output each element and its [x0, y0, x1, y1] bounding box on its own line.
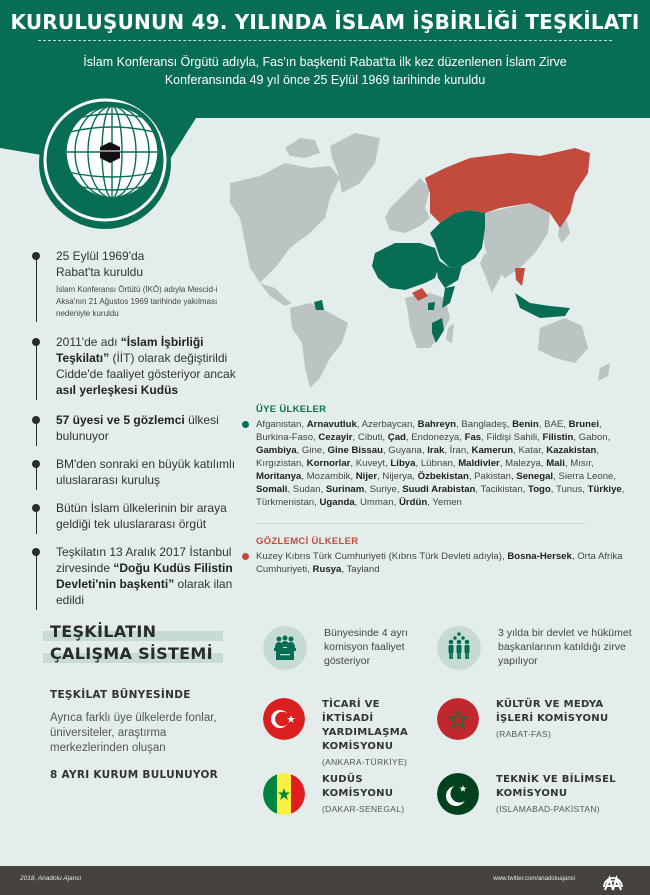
country-name: Sierra Leone	[558, 471, 614, 482]
country-name: Fas	[464, 432, 482, 443]
page-title: KURULUŞUNUN 49. YILINDA İSLAM İŞBİRLİĞİ TEŞKİLATI	[10, 10, 640, 34]
country-name: Türkiye	[587, 484, 622, 495]
feature-summit	[437, 626, 633, 670]
oic-globe-crescent-kaaba-icon	[38, 96, 173, 231]
country-name: Libya	[390, 458, 416, 469]
country-name: Tacikistan	[480, 484, 523, 495]
timeline-text: BM'den sonraki en büyük katılımlı uluslararası kuruluş	[56, 457, 236, 487]
org-text: Ayrıca farklı üye ülkelerde fonlar, üniversiteler, araştırma merkezlerinden oluşan	[50, 712, 217, 754]
country-name: Gine Bissau	[327, 445, 383, 456]
commission-location: (DAKAR-SENEGAL)	[322, 804, 405, 814]
country-name: Nijerya	[382, 471, 413, 482]
country-name: Guyana	[388, 445, 422, 456]
subtitle-line-2: Konferansında 49 yıl önce 25 Eylül 1969 tarihinde kuruldu	[164, 73, 486, 87]
observers-dot-icon	[242, 553, 249, 560]
work-title-line-2	[43, 644, 213, 664]
country-name: Bosna-Hersek	[507, 551, 572, 562]
world-map	[230, 118, 650, 398]
timeline-item	[32, 544, 242, 608]
commission-name: KUDÜS KOMİSYONU	[322, 774, 394, 799]
observers-title: GÖZLEMCİ ÜLKELER	[256, 536, 359, 547]
anadolu-agency-aa-logo	[602, 869, 624, 891]
commission-info	[496, 773, 616, 816]
country-name: Bangladeş	[461, 419, 507, 430]
timeline-line	[36, 464, 37, 490]
observers-list: Kuzey Kıbrıs Türk Cumhuriyeti (Kıbrıs Türk Devleti adıyla), Bosna-Hersek, Orta Afrika Cumhuriyeti, Rusya, Tayland	[256, 550, 626, 576]
morocco-flag-icon	[437, 698, 479, 740]
timeline-line	[36, 420, 37, 446]
country-name: Kamerun	[471, 445, 514, 456]
country-name: Suriye	[369, 484, 397, 495]
country-name: Mali	[546, 458, 565, 469]
country-name: Endonezya	[411, 432, 460, 443]
timeline-item	[32, 456, 242, 488]
commission-turkey	[263, 698, 432, 769]
country-name: Irak	[427, 445, 445, 456]
country-name: Gabon	[578, 432, 608, 443]
country-name: Kuveyt	[355, 458, 386, 469]
country-name: Katar	[518, 445, 541, 456]
country-name: Kornorlar	[306, 458, 351, 469]
work-system-title	[43, 622, 213, 666]
commission-name: TİCARİ VE İKTİSADİ YARDIMLAŞMA KOMİSYONU	[322, 699, 409, 752]
turkey-flag-icon	[263, 698, 305, 740]
country-name: Surinam	[325, 484, 365, 495]
copyright-text: 2018, Anadolu Ajansı	[20, 875, 82, 882]
country-name: Tunus	[555, 484, 583, 495]
legend-divider	[256, 523, 586, 524]
country-name: Benin	[512, 419, 539, 430]
timeline-text: Teşkilatın 13 Aralık 2017 İstanbul zirvesinde “Doğu Kudüs Filistin Devleti'nin başkenti” olarak ilan edildi	[56, 545, 233, 607]
country-name: Umman	[360, 497, 394, 508]
legend	[256, 404, 626, 576]
members-list: Afganistan, Arnavutluk, Azerbaycan, Bahreyn, Bangladeş, Benin, BAE, Brunei, Burkina-Faso, Cezayir, Cibuti, Çad, Endonezya, Fas, Fildişi Sahili, Filistin, Gabon, Gambiya, Gine, Gine Bissau, Guyana, Irak, İran, Kamerun, Katar, Kazakistan, Kırgızistan, Kornorlar, Kuveyt, Libya, Lübnan, Maldivler, Malezya, Mali, Mısır, Moritanya, Mozambik, Nijer, Nijerya, Özbekistan, Pakistan, Senegal, Sierra Leone, Somali, Sudan, Surinam, Suriye, Suudi Arabistan, Tacikistan, Togo, Tunus, Türkiye, Türkmenistan, Uganda, Umman, Ürdün, Yemen	[256, 418, 626, 509]
country-name: Kuzey Kıbrıs Türk Cumhuriyeti (Kıbrıs Türk Devleti adıyla)	[256, 551, 502, 562]
country-name: Orta Afrika Cumhuriyeti	[256, 551, 623, 575]
country-name: Gambiya	[256, 445, 297, 456]
work-title-text-2: ÇALIŞMA SİSTEMİ	[50, 644, 213, 663]
commission-info	[322, 773, 404, 816]
commission-pakistan	[437, 773, 616, 816]
timeline	[32, 248, 242, 620]
country-name: Özbekistan	[417, 471, 469, 482]
country-name: Mısır	[570, 458, 592, 469]
country-name: Cibuti	[357, 432, 383, 443]
country-name: Fildişi Sahili	[486, 432, 538, 443]
members-title: ÜYE ÜLKELER	[256, 404, 327, 415]
title-divider	[38, 40, 612, 41]
timeline-subtext: İslam Konferansı Örtütü (İKÖ) adıyla Mescid-i Aksa'nın 21 Ağustos 1969 tarihinde yakılması nedeniyle kuruldu	[56, 285, 218, 318]
country-name: Sudan	[292, 484, 321, 495]
subtitle-line-1: İslam Konferansı Örgütü adıyla, Fas'ın başkenti Rabat'ta ilk kez düzenlenen İslam Zirve	[83, 55, 567, 69]
commission-info	[496, 698, 616, 741]
country-name: Suudi Arabistan	[402, 484, 476, 495]
country-name: Bahreyn	[417, 419, 457, 430]
country-name: Burkina-Faso	[256, 432, 314, 443]
country-name: Gine	[301, 445, 323, 456]
country-name: Çad	[387, 432, 406, 443]
country-name: Lübnan	[420, 458, 453, 469]
timeline-line	[36, 342, 37, 400]
twitter-link[interactable]: www.twitter.com/anadoluajansi	[493, 876, 575, 882]
country-name: İran	[449, 445, 467, 456]
summit-people-icon	[437, 626, 481, 670]
country-name: Kazakistan	[546, 445, 597, 456]
feature-text: 3 yılda bir devlet ve hükümet başkanlarının katıldığı zirve yapılıyor	[498, 627, 632, 667]
country-name: Nijer	[355, 471, 378, 482]
feature-text: Bünyesinde 4 ayrı komisyon faaliyet gösteriyor	[324, 627, 409, 667]
footer	[0, 866, 650, 895]
country-name: Brunei	[568, 419, 599, 430]
commission-group-icon	[263, 626, 307, 670]
org-heading: TEŞKİLAT BÜNYESİNDE	[50, 689, 191, 701]
country-name: Pakistan	[474, 471, 511, 482]
commission-location: (İSLAMABAD-PAKİSTAN)	[496, 804, 600, 814]
country-name: Afganistan	[256, 419, 302, 430]
country-name: Yemen	[432, 497, 462, 508]
country-name: Tayland	[346, 564, 380, 575]
timeline-item	[32, 412, 242, 444]
country-name: Maldivler	[458, 458, 500, 469]
country-name: BAE	[544, 419, 564, 430]
timeline-item	[32, 500, 242, 532]
country-name: Filistin	[542, 432, 574, 443]
country-name: Malezya	[505, 458, 541, 469]
timeline-line	[36, 552, 37, 610]
org-footer-heading: 8 AYRI KURUM BULUNUYOR	[50, 769, 219, 781]
country-name: Togo	[528, 484, 551, 495]
country-name: Uganda	[319, 497, 355, 508]
timeline-item	[32, 248, 242, 320]
commission-location: (RABAT-FAS)	[496, 729, 552, 739]
timeline-text: Bütün İslam ülkelerinin bir araya geldiği tek uluslararası örgüt	[56, 501, 227, 531]
country-name: Rusya	[312, 564, 342, 575]
country-name: Arnavutluk	[306, 419, 357, 430]
commission-morocco	[437, 698, 616, 741]
country-name: Ürdün	[398, 497, 428, 508]
timeline-text: 25 Eylül 1969'da Rabat'ta kuruldu	[56, 249, 145, 279]
timeline-line	[36, 256, 37, 322]
country-name: Türkmenistan	[256, 497, 315, 508]
feature-commissions	[263, 626, 444, 670]
members-dot-icon	[242, 421, 249, 428]
commission-location: (ANKARA-TÜRKİYE)	[322, 757, 408, 767]
country-name: Cezayir	[318, 432, 353, 443]
country-name: Somali	[256, 484, 288, 495]
timeline-text: 57 üyesi ve 5 gözlemci ülkesi bulunuyor	[56, 413, 219, 443]
country-name: Kırgızistan	[256, 458, 302, 469]
country-name: Mozambik	[306, 471, 351, 482]
work-title-text-1: TEŞKİLATIN	[50, 622, 157, 641]
work-title-line-1	[43, 622, 213, 642]
country-name: Azerbaycan	[361, 419, 413, 430]
country-name: Moritanya	[256, 471, 302, 482]
commission-info	[322, 698, 432, 769]
organization-info	[50, 688, 220, 782]
commission-name: TEKNİK VE BİLİMSEL KOMİSYONU	[496, 774, 616, 799]
country-name: Senegal	[516, 471, 554, 482]
timeline-line	[36, 508, 37, 534]
commission-name: KÜLTÜR VE MEDYA İŞLERİ KOMİSYONU	[496, 699, 609, 724]
senegal-flag-icon	[263, 773, 305, 815]
page-subtitle	[60, 53, 590, 89]
pakistan-flag-icon	[437, 773, 479, 815]
timeline-item	[32, 334, 242, 398]
timeline-text: 2011'de adı “İslam İşbirliği Teşkilatı” (İİT) olarak değiştirildi Cidde'de faaliyet gösteriyor ancak asıl yerleşkesi Kudüs	[56, 335, 236, 397]
commission-senegal	[263, 773, 404, 816]
